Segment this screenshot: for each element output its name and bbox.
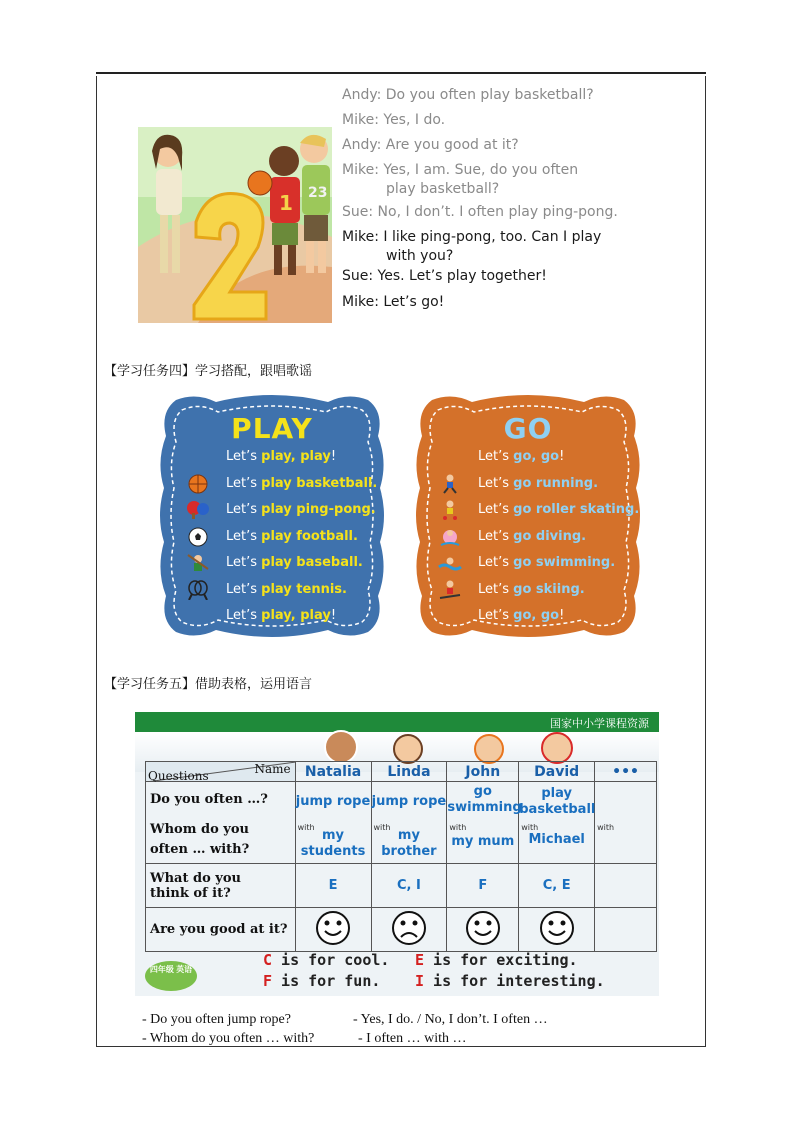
name-header: David xyxy=(519,762,595,782)
sample-question-1: - Do you often jump rope? xyxy=(142,1012,291,1027)
smiley-icon xyxy=(539,910,575,946)
swimming-icon xyxy=(438,553,462,573)
name-header: ••• xyxy=(595,762,657,782)
svg-text:1: 1 xyxy=(279,191,293,215)
source-label: 国家中小学课程资源 xyxy=(550,717,649,730)
legend-item: C is for cool. xyxy=(263,951,390,969)
chant-line: Let’s go running. xyxy=(478,471,639,498)
answer-cell xyxy=(295,908,371,952)
legend-item: I is for interesting. xyxy=(415,972,605,990)
chant-line: Let’s play football. xyxy=(226,524,377,551)
go-card xyxy=(412,392,644,640)
frown-icon xyxy=(391,910,427,946)
play-card xyxy=(156,392,388,640)
answer-cell: jump rope with my brother xyxy=(371,782,447,864)
answer-cell xyxy=(519,908,595,952)
avatar xyxy=(474,734,504,764)
sample-answer-2: - I often … with … xyxy=(358,1031,467,1046)
skiing-icon xyxy=(438,580,462,600)
question-cell: Are you good at it? xyxy=(146,908,296,952)
name-header: John xyxy=(447,762,519,782)
answer-cell: C, I xyxy=(371,864,447,908)
chant-line: Let’s play ping-pong. xyxy=(226,497,377,524)
smiley-icon xyxy=(465,910,501,946)
top-rule xyxy=(96,72,706,74)
chant-line: Let’s go diving. xyxy=(478,524,639,551)
dialogue-line: Mike: Yes, I do. xyxy=(342,112,446,128)
legend-item: E is for exciting. xyxy=(415,951,578,969)
sample-question-2: - Whom do you often … with? xyxy=(142,1031,315,1046)
answer-cell: go swimming with my mum xyxy=(447,782,519,864)
avatar xyxy=(324,730,358,764)
question-often: Do you often …? xyxy=(150,792,268,807)
dialogue-line: Mike: Yes, I am. Sue, do you often play basketball? xyxy=(342,162,579,197)
question-whom-1: Whom do you xyxy=(150,822,249,837)
smiley-icon xyxy=(315,910,351,946)
source-bar xyxy=(135,712,659,732)
chant-line: Let’s play baseball. xyxy=(226,550,377,577)
task4-heading: 【学习任务四】学习搭配，跟唱歌谣 xyxy=(104,364,313,379)
answer-cell xyxy=(595,908,657,952)
go-title: GO xyxy=(503,412,553,445)
question-cell xyxy=(146,864,296,908)
chant-line: Let’s play, play! xyxy=(226,608,337,623)
dialogue-line: Sue: Yes. Let’s play together! xyxy=(342,268,547,284)
survey-grid xyxy=(145,761,657,952)
dialogue-line: Andy: Are you good at it? xyxy=(342,137,519,153)
chant-line: Let’s go, go! xyxy=(478,449,565,464)
avatar xyxy=(541,732,573,764)
chant-line: Let’s go, go! xyxy=(478,608,565,623)
chant-cards xyxy=(156,392,648,642)
answer-cell: C, E xyxy=(519,864,595,908)
football-icon xyxy=(186,527,210,547)
tennis-icon xyxy=(186,580,210,600)
avatar xyxy=(393,734,423,764)
opinion-legend xyxy=(135,951,659,996)
chant-line: Let’s go roller skating. xyxy=(478,497,639,524)
chant-line: Let’s play tennis. xyxy=(226,577,377,604)
svg-text:23: 23 xyxy=(308,185,328,201)
corner-header xyxy=(146,762,296,782)
answer-cell: E xyxy=(295,864,371,908)
question-think-2: think of it? xyxy=(150,885,231,901)
answer-cell: jump rope with my students xyxy=(295,782,371,864)
go-lines xyxy=(478,444,639,630)
question-cell xyxy=(146,782,296,864)
name-header: Linda xyxy=(371,762,447,782)
answer-cell xyxy=(595,864,657,908)
question-whom-2: often … with? xyxy=(150,842,250,857)
ping-pong-icon xyxy=(186,500,210,520)
running-icon xyxy=(438,474,462,494)
dialogue-line: Mike: Let’s go! xyxy=(342,294,445,310)
chant-line: Let’s play basketball. xyxy=(226,471,377,498)
task5-heading: 【学习任务五】借助表格，运用语言 xyxy=(104,677,313,692)
corner-name-label: Name xyxy=(254,762,291,776)
answer-cell: play basketball with Michael xyxy=(519,782,595,864)
diving-icon xyxy=(438,527,462,547)
legend-item: F is for fun. xyxy=(263,972,381,990)
basketball-icon xyxy=(186,474,210,494)
answer-cell: with xyxy=(595,782,657,864)
dialogue-line: Mike: I like ping-pong, too. Can I play with you? xyxy=(342,229,602,264)
chant-line: Let’s go skiing. xyxy=(478,577,639,604)
answer-cell xyxy=(447,908,519,952)
dialogue-line: Sue: No, I don’t. I often play ping-pong. xyxy=(342,204,618,220)
sample-answer-1: - Yes, I do. / No, I don’t. I often … xyxy=(353,1012,548,1027)
answer-cell xyxy=(371,908,447,952)
play-title: PLAY xyxy=(231,412,313,445)
corner-questions-label: Questions xyxy=(148,769,209,783)
baseball-icon xyxy=(186,553,210,573)
dialogue-illustration xyxy=(138,127,332,323)
name-header: Natalia xyxy=(295,762,371,782)
dialogue-line: Andy: Do you often play basketball? xyxy=(342,87,594,103)
question-think-1: What do you xyxy=(150,870,241,886)
chant-line: Let’s play, play! xyxy=(226,449,337,464)
grade-badge: 四年级 英语 xyxy=(145,961,197,991)
chant-line: Let’s go swimming. xyxy=(478,550,639,577)
play-lines xyxy=(226,444,377,630)
answer-cell: F xyxy=(447,864,519,908)
survey-table-image xyxy=(135,712,659,996)
roller-skating-icon xyxy=(438,500,462,520)
